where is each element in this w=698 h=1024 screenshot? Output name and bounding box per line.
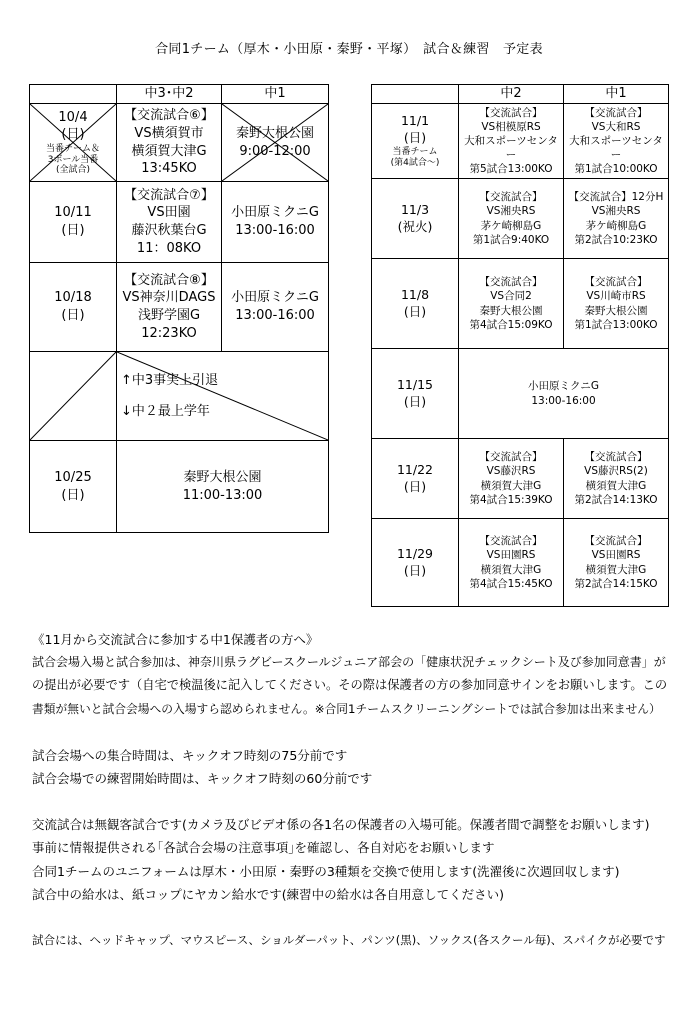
date: 11/1 bbox=[400, 113, 430, 129]
match-cell bbox=[459, 259, 564, 349]
duty-note: 当番チーム bbox=[392, 147, 438, 158]
match-cell bbox=[459, 519, 564, 607]
venue: 小田原ミクニG bbox=[231, 290, 319, 306]
date: 10/25 bbox=[54, 469, 92, 485]
transition-note: ↑中3事実上引退 bbox=[121, 372, 219, 388]
header-col-3: 中1 bbox=[564, 85, 669, 104]
opponent: VS藤沢RS bbox=[486, 465, 536, 478]
table-header-row bbox=[372, 85, 669, 104]
table-header-row bbox=[30, 85, 329, 104]
day: (日) bbox=[61, 127, 85, 143]
venue: 藤沢秋葉台G bbox=[131, 223, 207, 238]
header-col-2: 中3･中2 bbox=[117, 85, 222, 104]
match-label: 【交流試合⑥】 bbox=[124, 108, 214, 124]
date: 11/3 bbox=[400, 201, 430, 217]
match-label: 【交流試合】12分H bbox=[568, 191, 664, 204]
venue: 茅ケ崎柳島G bbox=[585, 219, 647, 232]
kickoff: 11：08KO bbox=[136, 240, 202, 256]
match-label: 【交流試合】 bbox=[479, 451, 543, 464]
notes-heading: 《11月から交流試合に参加する中1保護者の方へ》 bbox=[32, 632, 319, 647]
header-date bbox=[30, 85, 117, 104]
opponent: VS湘央RS bbox=[591, 205, 641, 218]
opponent: VS田園RS bbox=[591, 549, 641, 562]
grade-transition-cell bbox=[117, 352, 329, 441]
opponent: VS神奈川DAGS bbox=[122, 290, 216, 306]
spacer bbox=[32, 906, 672, 929]
table-row bbox=[30, 104, 329, 182]
date: 11/8 bbox=[400, 286, 430, 302]
venue: 小田原ミクニG bbox=[231, 205, 319, 221]
venue: 秦野大根公園 bbox=[235, 125, 314, 141]
match-cell bbox=[459, 179, 564, 259]
venue: 茅ケ崎柳島G bbox=[480, 219, 542, 232]
match-cell bbox=[564, 179, 669, 259]
practice-cell bbox=[222, 182, 329, 263]
note-line: の提出が必要です（自宅で検温後に記入してください。その際は保護者の方の参加同意サインをお願いします。この bbox=[32, 678, 668, 693]
venue: 秦野大根公園 bbox=[183, 469, 262, 485]
kickoff: 第1試合9:40KO bbox=[472, 233, 550, 246]
kickoff: 第2試合14:13KO bbox=[574, 493, 658, 506]
venue: 小田原ミクニG bbox=[528, 380, 599, 393]
note-line: 試合会場入場と試合参加は、神奈川県ラグビースクールジュニア部会の「健康状況チェックシート及び参加同意書」が bbox=[32, 655, 666, 670]
opponent: VS藤沢RS(2) bbox=[584, 465, 648, 478]
time: 9:00-12:00 bbox=[239, 143, 311, 159]
note-line: 交流試合は無観客試合です(カメラ及びビデオ係の各1名の保護者の入場可能。保護者間で調整をお願いします) bbox=[32, 817, 650, 833]
venue: 秦野大根公園 bbox=[584, 304, 648, 317]
day: (日) bbox=[61, 308, 85, 323]
table-row bbox=[372, 439, 669, 519]
note-line: 試合会場での練習開始時間は、キックオフ時刻の60分前です bbox=[32, 771, 373, 787]
day: (日) bbox=[403, 562, 427, 578]
date-cell bbox=[372, 519, 459, 607]
date-cell bbox=[30, 182, 117, 263]
venue: 横須賀大津G bbox=[480, 563, 542, 576]
date: 10/11 bbox=[54, 205, 92, 221]
opponent: VS川崎市RS bbox=[586, 290, 646, 303]
table-row bbox=[30, 263, 329, 352]
match-cell bbox=[564, 439, 669, 519]
kickoff: 第4試合15:39KO bbox=[469, 493, 553, 506]
duty-note: 3ボール当番 bbox=[47, 154, 99, 165]
duty-note: (第4試合～) bbox=[390, 157, 440, 168]
venue: 大和スポーツセンター bbox=[464, 134, 558, 162]
spacer bbox=[32, 790, 672, 813]
match-cell bbox=[564, 519, 669, 607]
kickoff: 第1試合13:00KO bbox=[574, 318, 658, 331]
venue: 大和スポーツセンター bbox=[569, 134, 663, 162]
match-cell bbox=[564, 104, 669, 179]
match-label: 【交流試合】 bbox=[479, 535, 543, 548]
date-cell bbox=[30, 263, 117, 352]
venue: 横須賀大津G bbox=[585, 479, 647, 492]
kickoff: 第1試合10:00KO bbox=[574, 163, 658, 176]
kickoff: 第4試合15:09KO bbox=[469, 318, 553, 331]
day: (日) bbox=[61, 487, 85, 503]
date-cell bbox=[372, 349, 459, 439]
november-schedule-table bbox=[371, 84, 669, 607]
venue: 秦野大根公園 bbox=[479, 304, 543, 317]
date-cell bbox=[372, 104, 459, 179]
table-row bbox=[372, 349, 669, 439]
date: 10/18 bbox=[54, 290, 92, 306]
venue: 横須賀大津G bbox=[585, 563, 647, 576]
table-row bbox=[30, 182, 329, 263]
match-label: 【交流試合】 bbox=[584, 535, 648, 548]
time: 13:00-16:00 bbox=[235, 223, 315, 238]
time: 11:00-13:00 bbox=[182, 487, 263, 503]
kickoff: 12:23KO bbox=[141, 325, 197, 341]
note-line: 試合には、ヘッドキャップ、マウスピース、ショルダーパット、パンツ(黒)、ソックス(各スクール毎)、スパイクが必要です bbox=[32, 933, 666, 948]
time: 13:00-16:00 bbox=[235, 308, 315, 323]
note-line: 書類が無いと試合会場への入場すら認められません。※合同1チームスクリーニングシートでは試合参加は出来ません） bbox=[32, 701, 661, 716]
notes-section bbox=[32, 628, 672, 952]
opponent: VS田園RS bbox=[486, 549, 536, 562]
opponent: VS田園 bbox=[147, 205, 191, 221]
table-row bbox=[30, 441, 329, 533]
match-cell bbox=[117, 182, 222, 263]
match-label: 【交流試合⑧】 bbox=[124, 272, 214, 288]
day: (日) bbox=[403, 130, 427, 146]
opponent: VS相模原RS bbox=[481, 120, 541, 133]
practice-cell-crossed bbox=[222, 104, 329, 182]
match-cell bbox=[117, 263, 222, 352]
kickoff: 第4試合15:45KO bbox=[469, 577, 553, 590]
note-line: 試合中の給水は、紙コップにヤカン給水です(練習中の給水は各自用意してください) bbox=[32, 886, 505, 902]
note-line: 試合会場への集合時間は、キックオフ時刻の75分前です bbox=[32, 747, 348, 763]
page-title: 合同1チーム（厚木・小田原・秦野・平塚） 試合＆練習 予定表 bbox=[155, 42, 543, 57]
date: 11/29 bbox=[396, 545, 434, 561]
day: (日) bbox=[403, 478, 427, 494]
note-line: 合同1チームのユニフォームは厚木・小田原・秦野の3種類を交換で使用します(洗濯後に次週回収します) bbox=[32, 863, 620, 879]
header-date bbox=[372, 85, 459, 104]
slashed-date-cell bbox=[30, 352, 117, 441]
note-line: 事前に情報提供される｢各試合会場の注意事項｣を確認し、各自対応をお願いします bbox=[32, 840, 495, 856]
day: (日) bbox=[403, 393, 427, 409]
slash-mark bbox=[30, 352, 116, 440]
date-cell bbox=[372, 179, 459, 259]
match-label: 【交流試合⑦】 bbox=[124, 187, 214, 203]
kickoff: 13:45KO bbox=[141, 161, 197, 177]
date-cell bbox=[30, 441, 117, 533]
day: (祝火) bbox=[397, 218, 433, 234]
date: 11/15 bbox=[396, 376, 434, 392]
duty-note: (全試合) bbox=[55, 165, 91, 176]
match-label: 【交流試合】 bbox=[584, 276, 648, 289]
venue: 浅野学園G bbox=[137, 308, 201, 323]
october-schedule-table bbox=[29, 84, 329, 533]
date: 10/4 bbox=[58, 109, 88, 125]
header-col-3: 中1 bbox=[222, 85, 329, 104]
date: 11/22 bbox=[396, 461, 434, 477]
kickoff: 第5試合13:00KO bbox=[469, 163, 553, 176]
match-cell bbox=[564, 259, 669, 349]
match-label: 【交流試合】 bbox=[584, 451, 648, 464]
date-cell bbox=[372, 259, 459, 349]
header-col-2: 中2 bbox=[459, 85, 564, 104]
time: 13:00-16:00 bbox=[531, 394, 596, 407]
date-cell bbox=[372, 439, 459, 519]
opponent: VS横須賀市 bbox=[134, 125, 204, 141]
match-cell bbox=[459, 439, 564, 519]
practice-cell-merged bbox=[117, 441, 329, 533]
match-label: 【交流試合】 bbox=[479, 276, 543, 289]
day: (日) bbox=[61, 223, 85, 238]
opponent: VS合同2 bbox=[490, 290, 532, 303]
day: (日) bbox=[403, 303, 427, 319]
match-cell bbox=[459, 104, 564, 179]
practice-cell-merged bbox=[459, 349, 669, 439]
duty-note: 当番チーム＆ bbox=[45, 143, 100, 154]
match-cell bbox=[117, 104, 222, 182]
table-row bbox=[372, 104, 669, 179]
venue: 横須賀大津G bbox=[131, 143, 207, 159]
kickoff: 第2試合14:15KO bbox=[574, 577, 658, 590]
opponent: VS湘央RS bbox=[486, 205, 536, 218]
match-label: 【交流試合】 bbox=[479, 191, 543, 204]
match-label: 【交流試合】 bbox=[479, 106, 543, 119]
opponent: VS大和RS bbox=[591, 120, 641, 133]
table-row bbox=[372, 259, 669, 349]
kickoff: 第2試合10:23KO bbox=[574, 233, 658, 246]
venue: 横須賀大津G bbox=[480, 479, 542, 492]
transition-note: ↓中２最上学年 bbox=[121, 404, 210, 419]
table-row bbox=[372, 179, 669, 259]
table-row bbox=[30, 352, 329, 441]
spacer bbox=[32, 721, 672, 744]
match-label: 【交流試合】 bbox=[584, 106, 648, 119]
practice-cell bbox=[222, 263, 329, 352]
date-cell-crossed bbox=[30, 104, 117, 182]
table-row bbox=[372, 519, 669, 607]
